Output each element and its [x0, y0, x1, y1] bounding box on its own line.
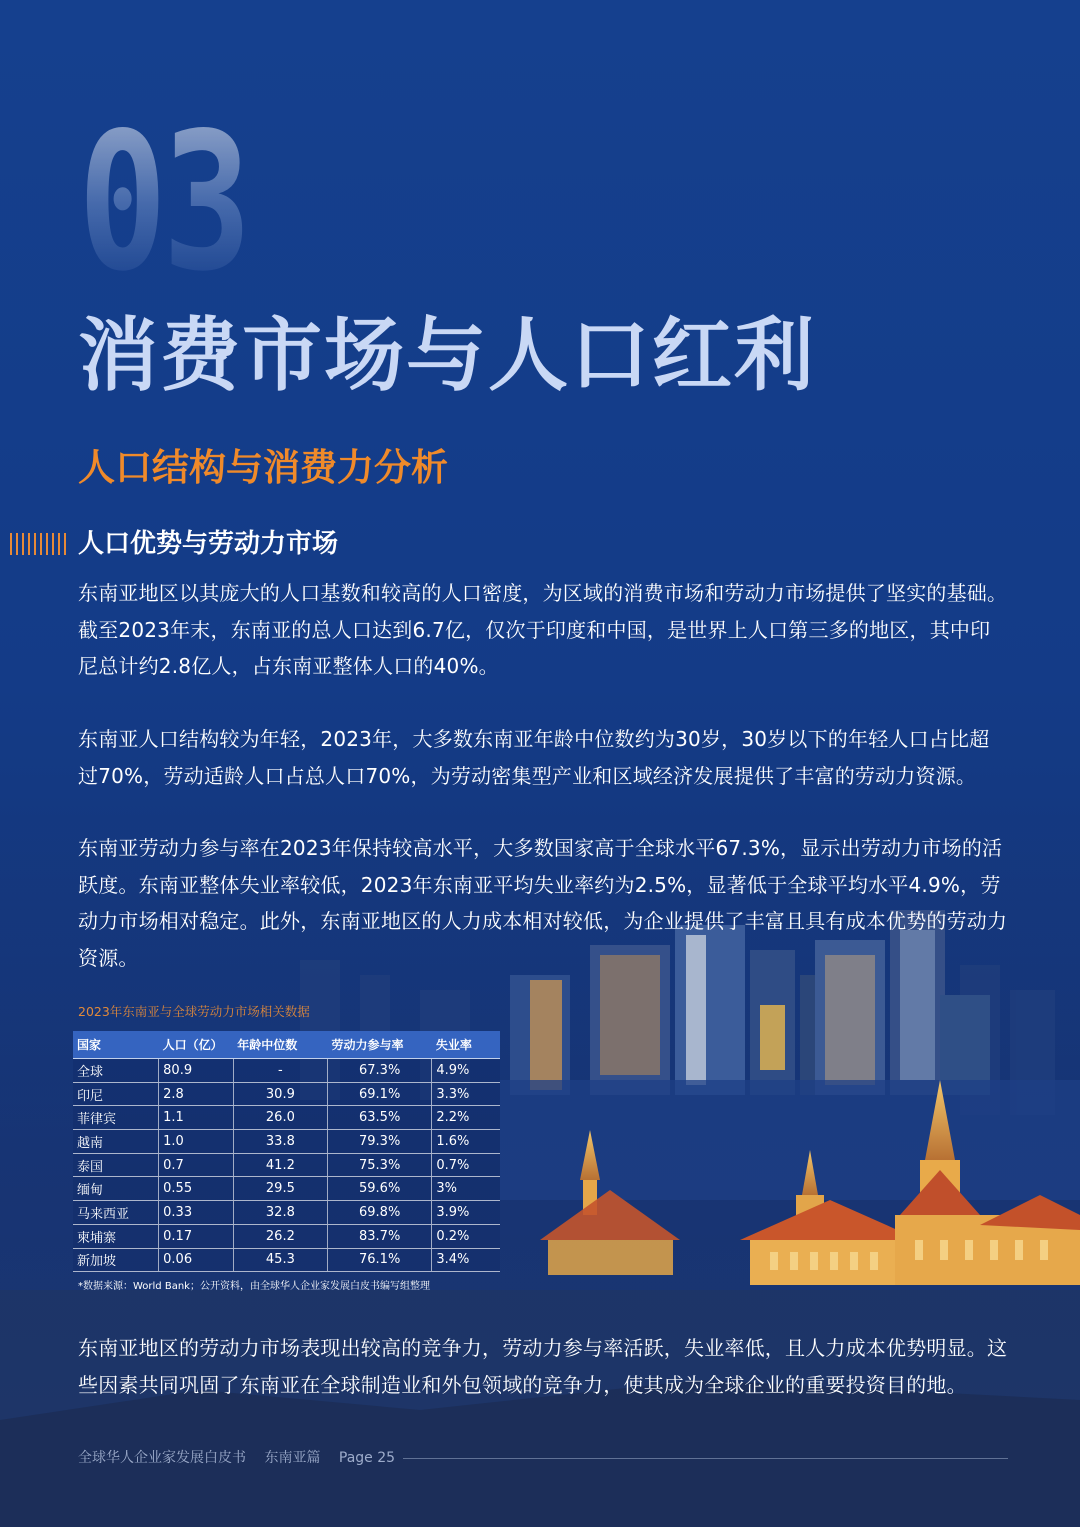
cell-population: 0.33: [159, 1201, 234, 1225]
cell-country: 柬埔寨: [73, 1224, 159, 1248]
cell-unemployment: 0.2%: [432, 1224, 500, 1248]
cell-median-age: 32.8: [233, 1201, 327, 1225]
cell-population: 1.0: [159, 1130, 234, 1154]
footer-page-number: Page 25: [338, 1450, 396, 1466]
cell-country: 马来西亚: [73, 1201, 159, 1225]
cell-unemployment: 2.2%: [432, 1106, 500, 1130]
chapter-title: 消费市场与人口红利: [78, 309, 816, 402]
cell-population: 0.7: [159, 1153, 234, 1177]
table-row: [73, 1130, 500, 1154]
header-labor-participation: 劳动力参与率: [328, 1031, 432, 1059]
cell-unemployment: 3.4%: [432, 1248, 500, 1272]
cell-labor-participation: 69.8%: [328, 1201, 432, 1225]
footer-book-title: 全球华人企业家发展白皮书: [78, 1450, 246, 1466]
table-header-row: [73, 1031, 500, 1059]
cell-labor-participation: 67.3%: [328, 1059, 432, 1083]
cell-country: 新加坡: [73, 1248, 159, 1272]
cell-country: 缅甸: [73, 1177, 159, 1201]
cell-population: 2.8: [159, 1082, 234, 1106]
cell-unemployment: 1.6%: [432, 1130, 500, 1154]
cell-labor-participation: 76.1%: [328, 1248, 432, 1272]
table-row: [73, 1106, 500, 1130]
cell-labor-participation: 83.7%: [328, 1224, 432, 1248]
cell-median-age: 26.2: [233, 1224, 327, 1248]
cell-labor-participation: 63.5%: [328, 1106, 432, 1130]
cell-population: 0.17: [159, 1224, 234, 1248]
header-population: 人口（亿）: [159, 1031, 234, 1059]
table-row: [73, 1059, 500, 1083]
table-row: [73, 1201, 500, 1225]
table-source-note: *数据来源：World Bank；公开资料，由全球华人企业家发展白皮书编写组整理: [78, 1281, 430, 1292]
paragraph-competitiveness: 东南亚地区的劳动力市场表现出较高的竞争力，劳动力参与率活跃，失业率低，且人力成本优势明显。这些因素共同巩固了东南亚在全球制造业和外包领域的竞争力，使其成为全球企业的重要投资目的地。: [78, 1336, 1008, 1397]
cell-median-age: 41.2: [233, 1153, 327, 1177]
footer-divider: [403, 1458, 1008, 1459]
cell-population: 80.9: [159, 1059, 234, 1083]
cell-unemployment: 3.3%: [432, 1082, 500, 1106]
table-caption: 2023年东南亚与全球劳动力市场相关数据: [78, 1004, 310, 1019]
cell-country: 全球: [73, 1059, 159, 1083]
table-row: [73, 1082, 500, 1106]
cell-country: 泰国: [73, 1153, 159, 1177]
cell-median-age: 29.5: [233, 1177, 327, 1201]
cell-median-age: 30.9: [233, 1082, 327, 1106]
table-row: [73, 1177, 500, 1201]
stripe-decoration-icon: [10, 533, 68, 555]
cell-population: 0.55: [159, 1177, 234, 1201]
cell-labor-participation: 75.3%: [328, 1153, 432, 1177]
footer-volume: 东南亚篇: [264, 1450, 321, 1466]
table-row: [73, 1153, 500, 1177]
cell-country: 越南: [73, 1130, 159, 1154]
table-row: [73, 1224, 500, 1248]
cell-unemployment: 4.9%: [432, 1059, 500, 1083]
cell-labor-participation: 69.1%: [328, 1082, 432, 1106]
cell-population: 0.06: [159, 1248, 234, 1272]
header-median-age: 年龄中位数: [233, 1031, 327, 1059]
section-title: 人口结构与消费力分析: [78, 446, 448, 489]
subsection-heading: [0, 524, 600, 564]
cell-labor-participation: 59.6%: [328, 1177, 432, 1201]
cell-median-age: 33.8: [233, 1130, 327, 1154]
page-footer: [78, 1447, 1008, 1469]
paragraph-labor-participation: 东南亚劳动力参与率在2023年保持较高水平，大多数国家高于全球水平67.3%，显示出劳动力市场的活跃度。东南亚整体失业率较低，2023年东南亚平均失业率约为2.5%，显著低于全球平均水平4.9%，劳动力市场相对稳定。此外，东南亚地区的人力成本相对较低，为企业提供了丰富且具有成本优势的劳动力资源。: [78, 836, 1008, 970]
table-row: [73, 1248, 500, 1272]
cell-population: 1.1: [159, 1106, 234, 1130]
header-unemployment: 失业率: [432, 1031, 500, 1059]
chapter-number: 03: [78, 92, 248, 313]
labor-market-table: [73, 1031, 500, 1272]
cell-country: 印尼: [73, 1082, 159, 1106]
cell-labor-participation: 79.3%: [328, 1130, 432, 1154]
paragraph-age-structure: 东南亚人口结构较为年轻，2023年，大多数东南亚年龄中位数约为30岁，30岁以下的年轻人口占比超过70%，劳动适龄人口占总人口70%，为劳动密集型产业和区域经济发展提供了丰富的劳动力资源。: [78, 727, 990, 788]
header-country: 国家: [73, 1031, 159, 1059]
paragraph-population-base: 东南亚地区以其庞大的人口基数和较高的人口密度，为区域的消费市场和劳动力市场提供了坚实的基础。截至2023年末，东南亚的总人口达到6.7亿，仅次于印度和中国，是世界上人口第三多的地区，其中印尼总计约2.8亿人，占东南亚整体人口的40%。: [78, 581, 1008, 678]
subsection-title: 人口优势与劳动力市场: [78, 529, 339, 559]
cell-country: 菲律宾: [73, 1106, 159, 1130]
cell-median-age: 26.0: [233, 1106, 327, 1130]
cell-unemployment: 3.9%: [432, 1201, 500, 1225]
cell-unemployment: 0.7%: [432, 1153, 500, 1177]
cell-median-age: 45.3: [233, 1248, 327, 1272]
cell-unemployment: 3%: [432, 1177, 500, 1201]
cell-median-age: -: [233, 1059, 327, 1083]
